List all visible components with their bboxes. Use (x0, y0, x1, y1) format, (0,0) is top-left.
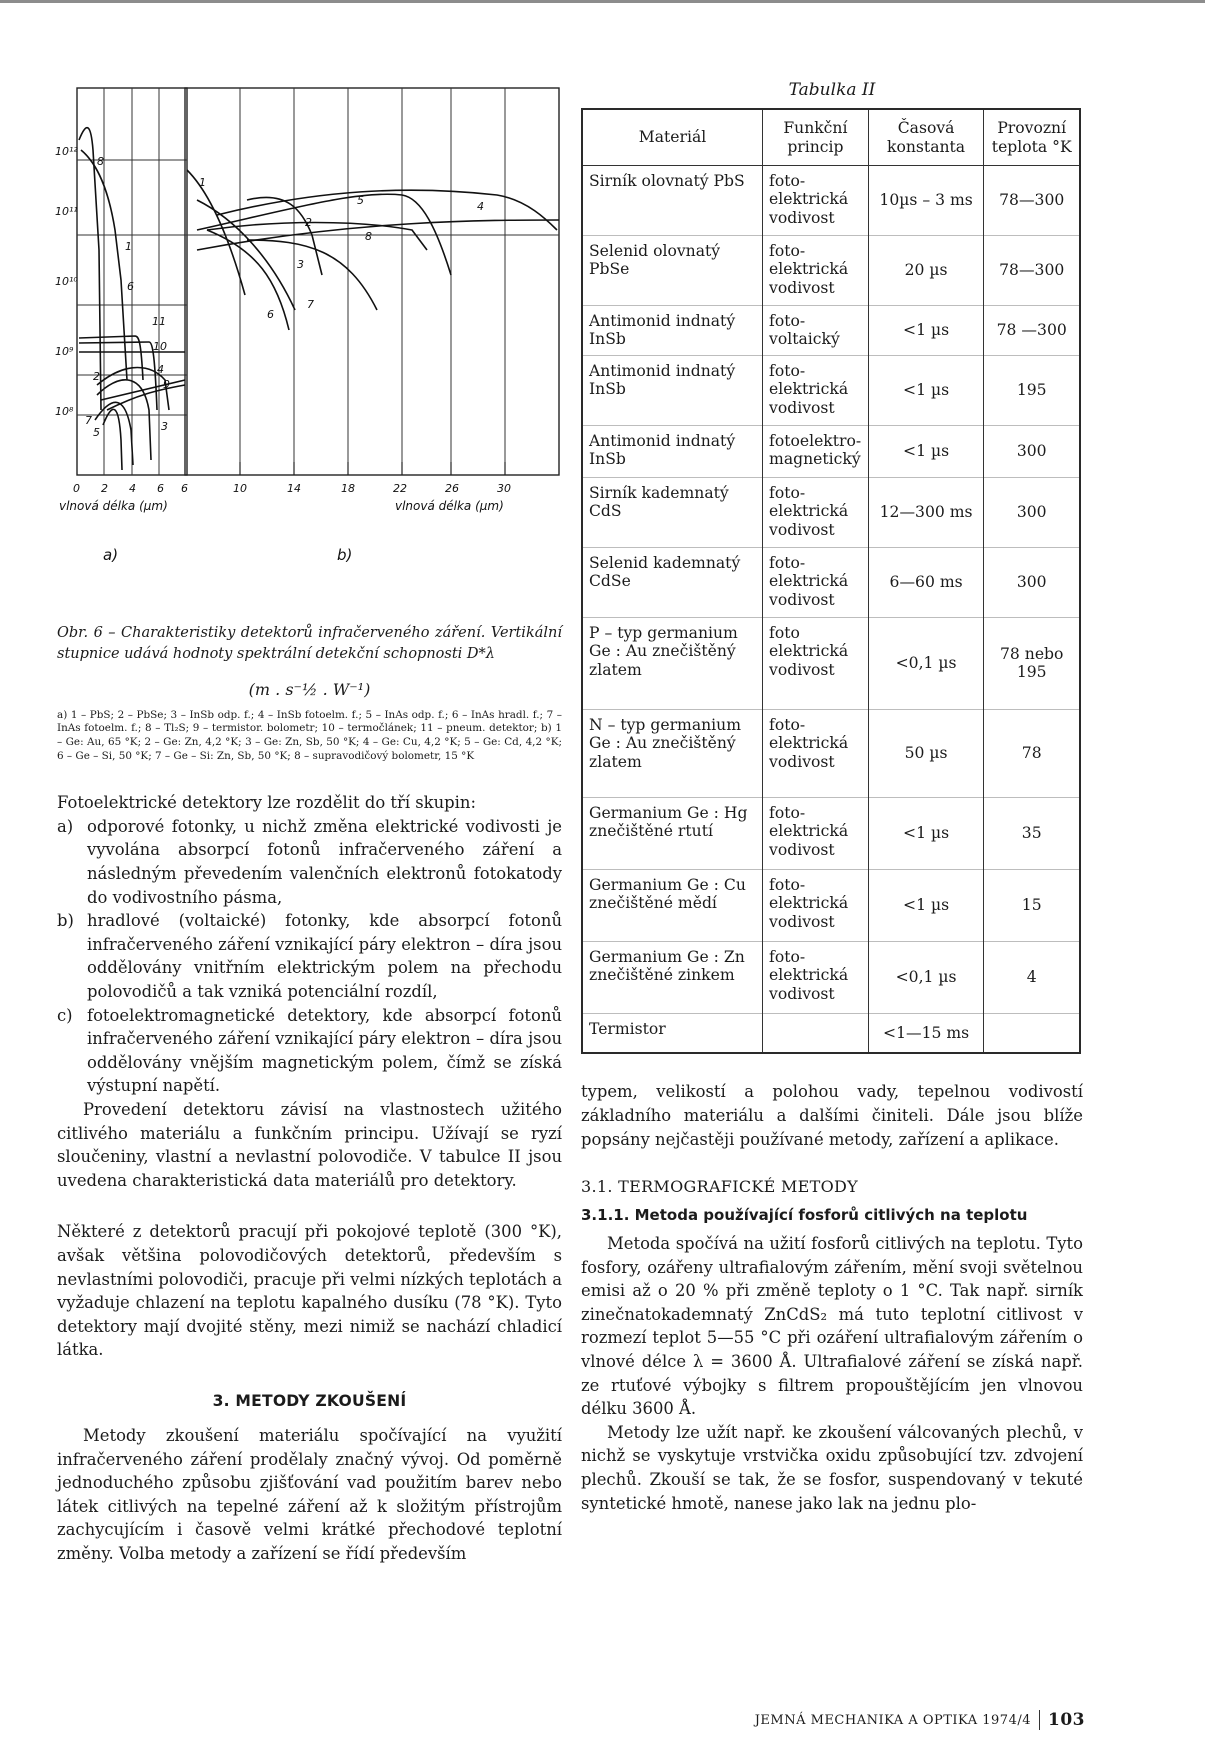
cell-material: P – typ germanium Ge : Au znečištěný zlatem (582, 617, 763, 709)
curve-b7 (197, 200, 295, 310)
panel-label-b: b) (337, 546, 353, 564)
table-row (582, 306, 1080, 356)
table-row (582, 425, 1080, 477)
panel-b-curves (187, 170, 559, 330)
cell-temp: 195 (984, 355, 1080, 425)
cell-principle: foto-elektrická vodivost (763, 869, 869, 941)
cell-principle: foto-elektrická vodivost (763, 166, 869, 236)
table-row (582, 797, 1080, 869)
label-a-9: 9 (163, 378, 170, 391)
table-row (582, 617, 1080, 709)
cell-time: <0,1 µs (868, 617, 984, 709)
label-a-3: 3 (161, 420, 168, 433)
cell-time: 50 µs (868, 709, 984, 797)
list-item (57, 815, 562, 909)
curve-b6 (207, 230, 289, 330)
y-label-2: 10¹⁰ (55, 275, 78, 288)
x-tick-a-1: 2 (101, 482, 108, 495)
label-b-7: 7 (307, 298, 314, 311)
cell-material: Germanium Ge : Zn znečištěné zinkem (582, 941, 763, 1013)
panel-b-x-ticks (181, 482, 511, 495)
cell-principle: foto elektrická vodivost (763, 617, 869, 709)
materials-table (581, 108, 1081, 1054)
detector-characteristics-figure (57, 80, 562, 615)
label-a-4: 4 (157, 363, 164, 376)
cell-principle: foto-elektrická vodivost (763, 355, 869, 425)
paragraph-provedeni: Provedení detektoru závisí na vlastnostech užitého citlivého materiálu a funkčním principu. Užívají se ryzí sloučeniny, vlastní a nevlastní polovodiče. V tabulce II jsou uvedena charakteristická data materiálů pro detektory. (57, 1099, 562, 1190)
x-tick-a-0: 0 (73, 482, 80, 495)
intro-paragraph: Fotoelektrické detektory lze rozdělit do tří skupin: (57, 793, 476, 813)
table-header-row (582, 109, 1080, 166)
footer-divider (1039, 1710, 1040, 1730)
x-tick-b-5: 26 (445, 482, 459, 495)
section-heading-3: 3. METODY ZKOUŠENÍ (212, 1391, 407, 1410)
cell-material: Germanium Ge : Hg znečištěné rtutí (582, 797, 763, 869)
detector-groups-list (57, 815, 562, 1098)
subsection-heading-3-1-1: 3.1.1. Metoda používající fosforů citlivých na teplotu (581, 1206, 1028, 1225)
x-tick-b-2: 14 (287, 482, 301, 495)
curve-7 (95, 402, 133, 465)
cell-time: <1 µs (868, 355, 984, 425)
cell-temp: 78—300 (984, 166, 1080, 236)
paragraph-nektere: Některé z detektorů pracují při pokojové teplotě (300 °K), avšak většina polovodičových detektorů, především s nevlastními polovodiči, pracuje při velmi nízkých teplotách a vyžaduje chlazení na teplotu kapalného dusíku (78 °K). Tyto detektory mají dvojité stěny, mezi nimiž se nachází chladicí látka. (57, 1222, 562, 1360)
cell-time: <1—15 ms (868, 1013, 984, 1053)
curve-b1 (187, 170, 245, 295)
table-row (582, 941, 1080, 1013)
cell-time: 6—60 ms (868, 547, 984, 617)
y-label-4: 10⁸ (55, 405, 74, 418)
label-a-6: 6 (127, 280, 134, 293)
label-b-2: 2 (305, 216, 312, 229)
cell-temp: 78 nebo 195 (984, 617, 1080, 709)
x-axis-label-b: vlnová délka (µm) (395, 499, 504, 513)
list-item-label: a) (57, 816, 74, 836)
cell-material: Termistor (582, 1013, 763, 1053)
cell-material: Sirník kademnatý CdS (582, 477, 763, 547)
cell-principle (763, 1013, 869, 1053)
y-axis-labels (55, 145, 78, 418)
label-b-4: 4 (477, 200, 484, 213)
col-header-principle: Funkční princip (763, 109, 869, 166)
figure-legend: a) 1 – PbS; 2 – PbSe; 3 – InSb odp. f.; 4 – InSb fotoelm. f.; 5 – InAs odp. f.; 6 – InAs hradl. f.; 7 – InAs fotoelm. f.; 8 – Tl₂S; 9 – termistor. bolometr; 10 – termočlánek; 11 – pneum. detektor; b) 1 – Ge: Au, 65 °K; 2 – Ge: Zn, 4,2 °K; 3 – Ge: Zn, Sb, 50 °K; 4 – Ge: Cu, 4,2 °K; 5 – Ge: Cd, 4,2 °K; 6 – Ge – Si, 50 °K; 7 – Ge – Si: Zn, Sb, 50 °K; 8 – supravodičový bolometr, 15 °K (57, 708, 562, 762)
cell-material: Germanium Ge : Cu znečištěné mědí (582, 869, 763, 941)
cell-material: Antimonid indnatý InSb (582, 355, 763, 425)
list-item-text: odporové fotonky, u nichž změna elektrické vodivosti je vyvolána absorpcí fotonů infračerveného záření a následným převedením valenčních elektronů fotokatody do vodivostního pásma, (87, 816, 562, 907)
y-label-3: 10⁹ (55, 345, 74, 358)
x-tick-b-4: 22 (393, 482, 407, 495)
top-rule (0, 0, 1205, 3)
cell-time: <1 µs (868, 425, 984, 477)
col-header-material: Materiál (582, 109, 763, 166)
label-b-8: 8 (365, 230, 372, 243)
x-tick-a-2: 4 (129, 482, 136, 495)
panel-a-curve-labels (85, 155, 170, 439)
table-row (582, 709, 1080, 797)
cell-time: 12—300 ms (868, 477, 984, 547)
page-number: 103 (1048, 1710, 1085, 1730)
label-b-3: 3 (297, 258, 304, 271)
label-a-8: 8 (97, 155, 104, 168)
label-a-11: 11 (152, 315, 166, 328)
y-label-1: 10¹¹ (55, 205, 78, 218)
list-item (57, 909, 562, 1003)
cell-time: <0,1 µs (868, 941, 984, 1013)
cell-material: N – typ germanium Ge : Au znečištěný zlatem (582, 709, 763, 797)
label-a-7: 7 (85, 414, 92, 427)
col-header-time-constant: Časová konstanta (868, 109, 984, 166)
col-header-temperature: Provozní teplota °K (984, 109, 1080, 166)
label-b-5: 5 (357, 194, 364, 207)
list-item-text: hradlové (voltaické) fotonky, kde absorpcí fotonů infračerveného záření vznikající páry elektron – díra jsou oddělovány vnitřním elektrickým polem na přechodu polovodičů a tak vzniká potenciální rozdíl, (87, 911, 562, 1002)
cell-temp: 300 (984, 425, 1080, 477)
table-row (582, 166, 1080, 236)
right-column (581, 80, 1083, 1515)
cell-temp: 78—300 (984, 236, 1080, 306)
cell-time: 10µs – 3 ms (868, 166, 984, 236)
x-axis-label-a: vlnová délka (µm) (59, 499, 168, 513)
paragraph-metody: Metody zkoušení materiálu spočívající na využití infračerveného záření prodělaly značný vývoj. Od poměrně jednoduchého způsobu zjišťování vad použitím barev nebo látek citlivých na tepelné záření až k složitým přístrojům zachycujícím i časově velmi krátké přechodové teplotní změny. Volba metody a zařízení se řídí především (57, 1425, 562, 1563)
cell-temp: 4 (984, 941, 1080, 1013)
table-row (582, 869, 1080, 941)
cell-material: Selenid kademnatý CdSe (582, 547, 763, 617)
panel-label-a: a) (103, 546, 119, 564)
cell-time: <1 µs (868, 869, 984, 941)
x-tick-b-3: 18 (341, 482, 355, 495)
cell-principle: foto-elektrická vodivost (763, 941, 869, 1013)
label-b-6: 6 (267, 308, 274, 321)
cell-time: <1 µs (868, 797, 984, 869)
panel-a-x-ticks (73, 482, 164, 495)
cell-material: Selenid olovnatý PbSe (582, 236, 763, 306)
table-row (582, 355, 1080, 425)
panel-b-ticks (240, 462, 505, 475)
cell-principle: foto-voltaický (763, 306, 869, 356)
table-row (582, 477, 1080, 547)
figure-caption: Obr. 6 – Charakteristiky detektorů infračerveného záření. Vertikální stupnice udává hodnoty spektrální detekční schopnosti D*λ (57, 625, 562, 662)
cell-principle: foto-elektrická vodivost (763, 709, 869, 797)
paragraph-typem: typem, velikostí a polohou vady, tepelnou vodivostí základního materiálu a dalšími činiteli. Dále jsou blíže popsány nejčastěji používané metody, zařízení a aplikace. (581, 1082, 1083, 1149)
cell-temp: 300 (984, 547, 1080, 617)
x-tick-b-1: 10 (233, 482, 247, 495)
label-a-10: 10 (153, 340, 167, 353)
label-a-1: 1 (125, 240, 132, 253)
cell-time: 20 µs (868, 236, 984, 306)
figure-6 (57, 80, 562, 615)
cell-temp: 78 —300 (984, 306, 1080, 356)
paragraph-metody-lze: Metody lze užít např. ke zkoušení válcovaných plechů, v nichž se vyskytuje vrstvička oxidu způsobující tzv. zdvojení plechů. Zkouší se tak, že se fosfor, suspendovaný v tekuté syntetické hmotě, nanese jako lak na jednu plo- (581, 1422, 1083, 1513)
label-a-5: 5 (93, 426, 100, 439)
cell-temp: 35 (984, 797, 1080, 869)
journal-name: JEMNÁ MECHANIKA A OPTIKA 1974/4 (754, 1712, 1031, 1728)
table-row (582, 1013, 1080, 1053)
cell-principle: foto-elektrická vodivost (763, 236, 869, 306)
y-label-0: 10¹² (55, 145, 78, 158)
page-footer (755, 1710, 1085, 1730)
list-item-label: c) (57, 1005, 73, 1025)
x-tick-b-0: 6 (181, 482, 188, 495)
cell-time: <1 µs (868, 306, 984, 356)
cell-principle: foto-elektrická vodivost (763, 797, 869, 869)
table-row (582, 547, 1080, 617)
list-item (57, 1004, 562, 1098)
cell-principle: fotoelektro-magnetický (763, 425, 869, 477)
label-a-2: 2 (93, 370, 100, 383)
section-heading-3-1: 3.1. TERMOGRAFICKÉ METODY (581, 1177, 859, 1197)
cell-principle: foto-elektrická vodivost (763, 547, 869, 617)
list-item-label: b) (57, 911, 74, 931)
cell-principle: foto-elektrická vodivost (763, 477, 869, 547)
cell-temp: 15 (984, 869, 1080, 941)
x-tick-b-6: 30 (497, 482, 511, 495)
left-column (57, 80, 562, 1565)
label-b-1: 1 (199, 176, 206, 189)
figure-caption-unit: (m . s⁻½ . W⁻¹) (248, 679, 371, 699)
cell-temp (984, 1013, 1080, 1053)
x-tick-a-3: 6 (157, 482, 164, 495)
curve-5 (103, 409, 122, 470)
cell-temp: 78 (984, 709, 1080, 797)
list-item-text: fotoelektromagnetické detektory, kde absorpcí fotonů infračerveného záření vznikající páry elektron – díra jsou oddělovány vnějším magnetickým polem, čímž se získá výstupní napětí. (87, 1005, 562, 1096)
paragraph-metoda: Metoda spočívá na užití fosforů citlivých na teplotu. Tyto fosfory, ozářeny ultrafialovým zářením, mění svoji světelnou emisi až o 20 % při změně teploty o 1 °C. Tak např. sirník zinečnatokademnatý ZnCdS₂ má tuto teplotní citlivost v rozmezí teplot 5—55 °C při ozáření ultrafialovým zářením o vlnové délce λ = 3600 Å. Ultrafialové záření se získá např. ze rtuťové výbojky s filtrem propouštějícím jen vlnovou délku 3600 Å. (581, 1234, 1083, 1419)
cell-material: Sirník olovnatý PbS (582, 166, 763, 236)
cell-material: Antimonid indnatý InSb (582, 306, 763, 356)
cell-material: Antimonid indnatý InSb (582, 425, 763, 477)
cell-temp: 300 (984, 477, 1080, 547)
table-title: Tabulka II (788, 80, 876, 100)
table-row (582, 236, 1080, 306)
